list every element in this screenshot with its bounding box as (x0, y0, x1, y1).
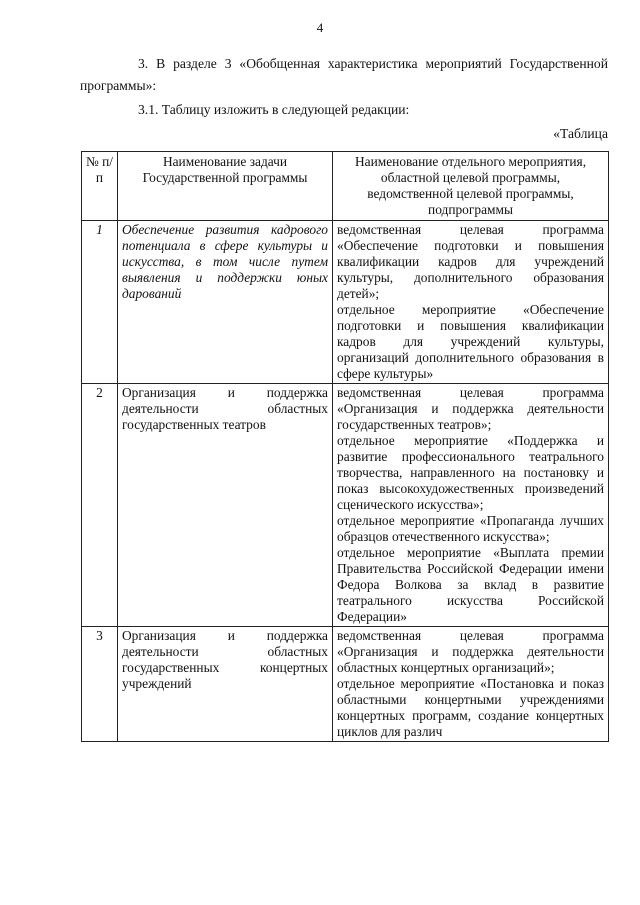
row-task: Организация и поддержка деятельности областных государственных театров (118, 384, 333, 627)
table-row (82, 627, 609, 742)
row-measures (333, 384, 609, 627)
measure-item: отдельное мероприятие «Обеспечение подготовки и повышения квалификации кадров для учреждений культуры, организаций дополнительного образования в сфере культуры» (337, 302, 604, 381)
measure-item: отдельное мероприятие «Поддержка и развитие профессионального театрального творчества, направленного на постановку и показ высокохудожественных произведений сценического искусства»; (337, 433, 604, 512)
measures-table (81, 151, 609, 742)
row-number: 1 (82, 221, 118, 384)
measure-item: ведомственная целевая программа «Организация и поддержка деятельности областных концертных организаций»; (337, 628, 604, 675)
intro-paragraph-section: 3. В разделе 3 «Обобщенная характеристика мероприятий Государственной программы»: (80, 56, 608, 93)
table-row (82, 221, 609, 384)
header-measure: Наименование отдельного мероприятия, областной целевой программы, ведомственной целевой программы, подпрограммы (333, 152, 609, 221)
row-task: Обеспечение развития кадрового потенциала в сфере культуры и искусства, в том числе путем выявления и поддержки юных дарований (118, 221, 333, 384)
header-task: Наименование задачи Государственной программы (118, 152, 333, 221)
header-number: № п/п (82, 152, 118, 221)
row-measures (333, 221, 609, 384)
table-caption: «Таблица (553, 126, 608, 141)
row-task: Организация и поддержка деятельности областных государственных концертных учреждений (118, 627, 333, 742)
intro-paragraph-table: 3.1. Таблицу изложить в следующей редакции: (138, 102, 410, 117)
measure-item: отдельное мероприятие «Пропаганда лучших образцов отечественного искусства»; (337, 513, 604, 544)
measure-item: ведомственная целевая программа «Обеспечение подготовки и повышения квалификации кадров для учреждений культуры, дополнительного образования детей»; (337, 222, 604, 301)
table-header-row (82, 152, 609, 221)
page-number: 4 (316, 20, 324, 35)
row-number: 2 (82, 384, 118, 627)
measure-item: отдельное мероприятие «Постановка и показ областными концертными учреждениями концертных программ, создание концертных циклов для различ (337, 676, 604, 739)
measure-item: ведомственная целевая программа «Организация и поддержка деятельности государственных театров»; (337, 385, 604, 432)
measure-item: отдельное мероприятие «Выплата премии Правительства Российской Федерации имени Федора Волкова за вклад в развитие театрального искусства Российской Федерации» (337, 545, 604, 624)
table-row (82, 384, 609, 627)
row-measures (333, 627, 609, 742)
row-number: 3 (82, 627, 118, 742)
